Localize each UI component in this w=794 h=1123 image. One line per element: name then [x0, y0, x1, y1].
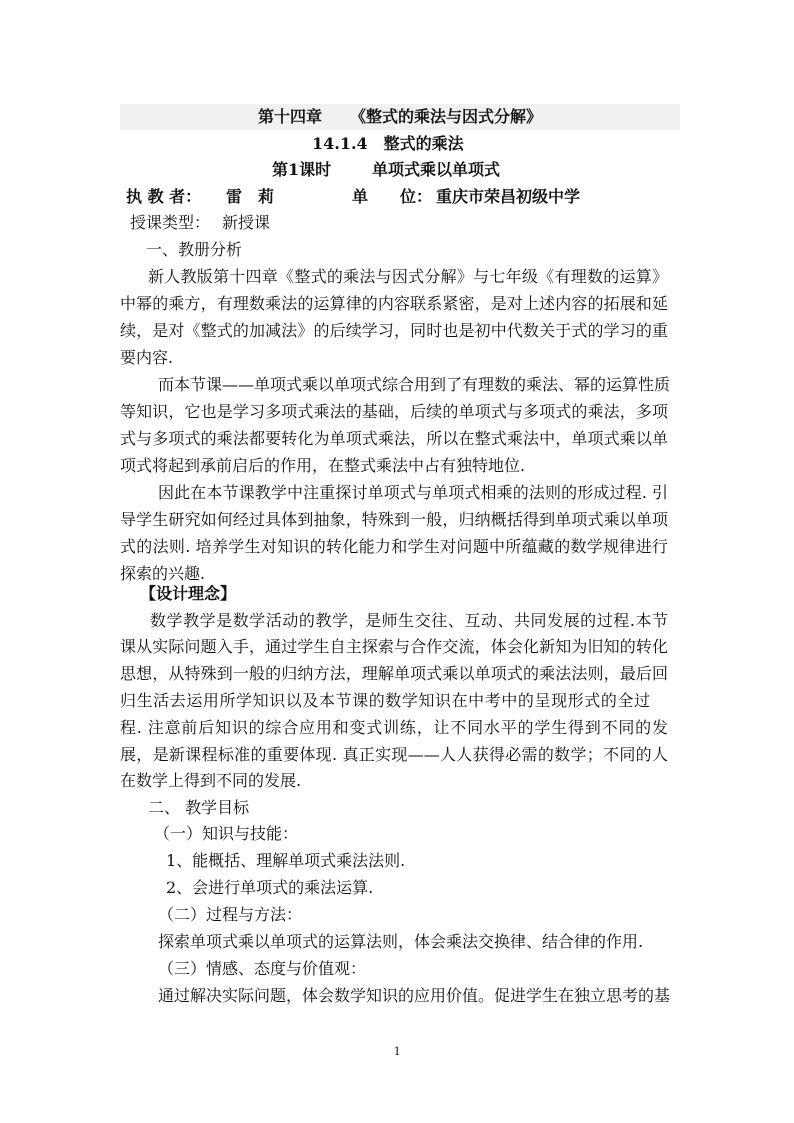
paragraph-line: 要内容. — [120, 348, 174, 367]
paragraph-line: 导学生研究如何经过具体到抽象，特殊到一般，归纳概括得到单项式乘以单项 — [120, 510, 668, 529]
paragraph-line: 式与多项式的乘法都要转化为单项式乘法，所以在整式乘法中，单项式乘以单 — [120, 429, 668, 448]
paragraph-line: 续，是对《整式的加减法》的后续学习，同时也是初中代数关于式的学习的重 — [120, 321, 668, 340]
section2-heading: 二、 教学目标 — [148, 798, 250, 817]
lesson-type-label: 授课类型： — [130, 213, 211, 232]
paragraph-line: 等知识，它也是学习多项式乘法的基础，后续的单项式与多项式的乘法，多项 — [120, 402, 668, 421]
paragraph-line: 而本节课——单项式乘以单项式综合用到了有理数的乘法、幂的运算性质 — [158, 375, 671, 394]
paragraph-line: 归生活去运用所学知识以及本节课的数学知识在中考中的呈现形式的全过 — [120, 691, 650, 710]
section1-heading: 一、教册分析 — [146, 240, 243, 259]
paragraph-line: 程. 注意前后知识的综合应用和变式训练，让不同水平的学生得到不同的发 — [120, 718, 668, 737]
lesson-title: 单项式乘以单项式 — [372, 160, 501, 179]
paragraph-line: 探索的兴趣. — [120, 564, 206, 583]
chapter-title: 《整式的乘法与因式分解》 — [350, 107, 543, 126]
objective-process-heading: （二）过程与方法： — [158, 905, 303, 924]
teacher-label: 执 教 者： — [126, 187, 202, 206]
teacher-name: 雷 莉 — [226, 187, 275, 206]
paragraph-line: 数学教学是数学活动的教学，是师生交往、互动、共同发展的过程.本节 — [150, 611, 668, 630]
unit-label: 单 位： — [352, 187, 433, 206]
objective-process-text: 探索单项式乘以单项式的运算法则，体会乘法交换律、结合律的作用. — [158, 932, 644, 951]
page-number: 1 — [393, 1043, 401, 1058]
paragraph-line: 展，是新课程标准的重要体现. 真正实现——人人获得必需的数学；不同的人 — [120, 745, 668, 764]
lesson-number: 第1课时 — [272, 160, 332, 179]
objective-item: 1、能概括、理解单项式乘法法则. — [166, 851, 406, 870]
unit-value: 重庆市荣昌初级中学 — [436, 187, 581, 206]
paragraph-line: 在数学上得到不同的发展. — [120, 771, 302, 790]
objective-attitude-text: 通过解决实际问题，体会数学知识的应用价值。促进学生在独立思考的基 — [158, 986, 671, 1005]
paragraph-line: 新人教版第十四章《整式的乘法与因式分解》与七年级《有理数的运算》 — [148, 267, 668, 286]
objective-item: 2、会进行单项式的乘法运算. — [166, 878, 374, 897]
paragraph-line: 中幂的乘方，有理数乘法的运算律的内容联系紧密，是对上述内容的拓展和延 — [120, 294, 668, 313]
paragraph-line: 式的法则. 培养学生对知识的转化能力和学生对问题中所蕴藏的数学规律进行 — [120, 537, 668, 556]
objective-attitude-heading: （三）情感、态度与价值观： — [158, 959, 367, 978]
design-heading: 【设计理念】 — [140, 584, 237, 603]
paragraph-line: 思想，从特殊到一般的归纳方法，理解单项式乘以单项式的乘法法则，最后回 — [120, 664, 668, 683]
paragraph-line: 课从实际问题入手，通过学生自主探索与合作交流，体会化新知为旧知的转化 — [120, 637, 668, 656]
chapter-number: 第十四章 — [258, 107, 323, 126]
paragraph-line: 因此在本节课教学中注重探讨单项式与单项式相乘的法则的形成过程. 引 — [158, 483, 668, 502]
paragraph-line: 项式将起到承前启后的作用，在整式乘法中占有独特地位. — [120, 456, 526, 475]
lesson-type-value: 新授课 — [222, 213, 271, 232]
section-title: 14.1.4 整式的乘法 — [312, 134, 464, 153]
objective-knowledge-heading: （一）知识与技能： — [154, 824, 299, 843]
